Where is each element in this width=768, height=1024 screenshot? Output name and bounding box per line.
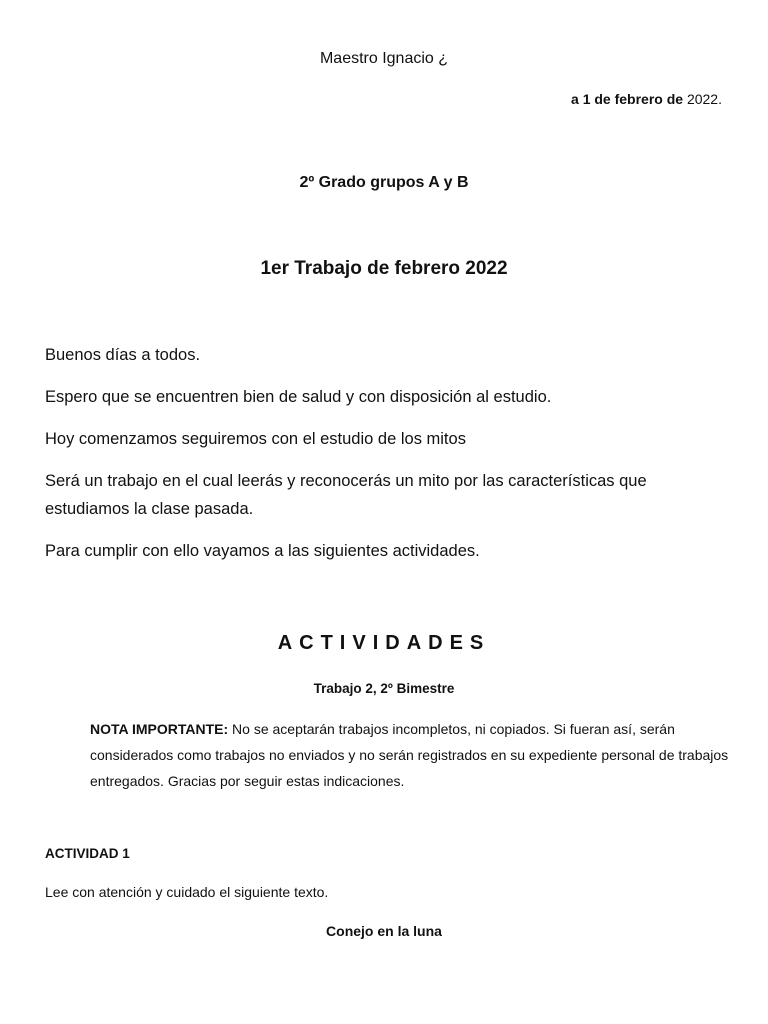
teacher-name: Maestro Ignacio ¿: [319, 50, 449, 67]
page-title: 1er Trabajo de febrero 2022: [260, 258, 508, 279]
closing-paragraph: Para cumplir con ello vayamos a las siguientes actividades.: [45, 542, 480, 560]
story-title: Conejo en la luna: [326, 923, 442, 939]
activities-heading: ACTIVIDADES: [277, 632, 491, 654]
date-year: 2022.: [686, 91, 722, 107]
assignment-subheading: Trabajo 2, 2º Bimestre: [313, 681, 455, 696]
note-label: NOTA IMPORTANTE:: [90, 721, 229, 737]
grade-heading: 2º Grado grupos A y B: [299, 174, 469, 191]
wish-paragraph: Espero que se encuentren bien de salud y con disposición al estudio.: [45, 388, 552, 406]
description-paragraph: Será un trabajo en el cual leerás y reconocerás un mito por las características que estudiamos la clase pasada.: [45, 472, 647, 518]
date-prefix: a 1 de febrero de: [571, 91, 684, 107]
activity-1-label: ACTIVIDAD 1: [45, 846, 130, 861]
topic-paragraph: Hoy comenzamos seguiremos con el estudio de los mitos: [45, 430, 466, 448]
activity-1-instruction: Lee con atención y cuidado el siguiente texto.: [45, 884, 329, 900]
greeting-paragraph: Buenos días a todos.: [45, 346, 201, 364]
document-date: [571, 91, 722, 107]
note-text: No se aceptarán trabajos incompletos, ni copiados. Si fueran así, serán considerados como trabajos no enviados y no serán registrados en su expediente personal de trabajos entregados. Gracias por seguir estas indicaciones.: [90, 721, 729, 789]
important-note: [90, 716, 730, 794]
